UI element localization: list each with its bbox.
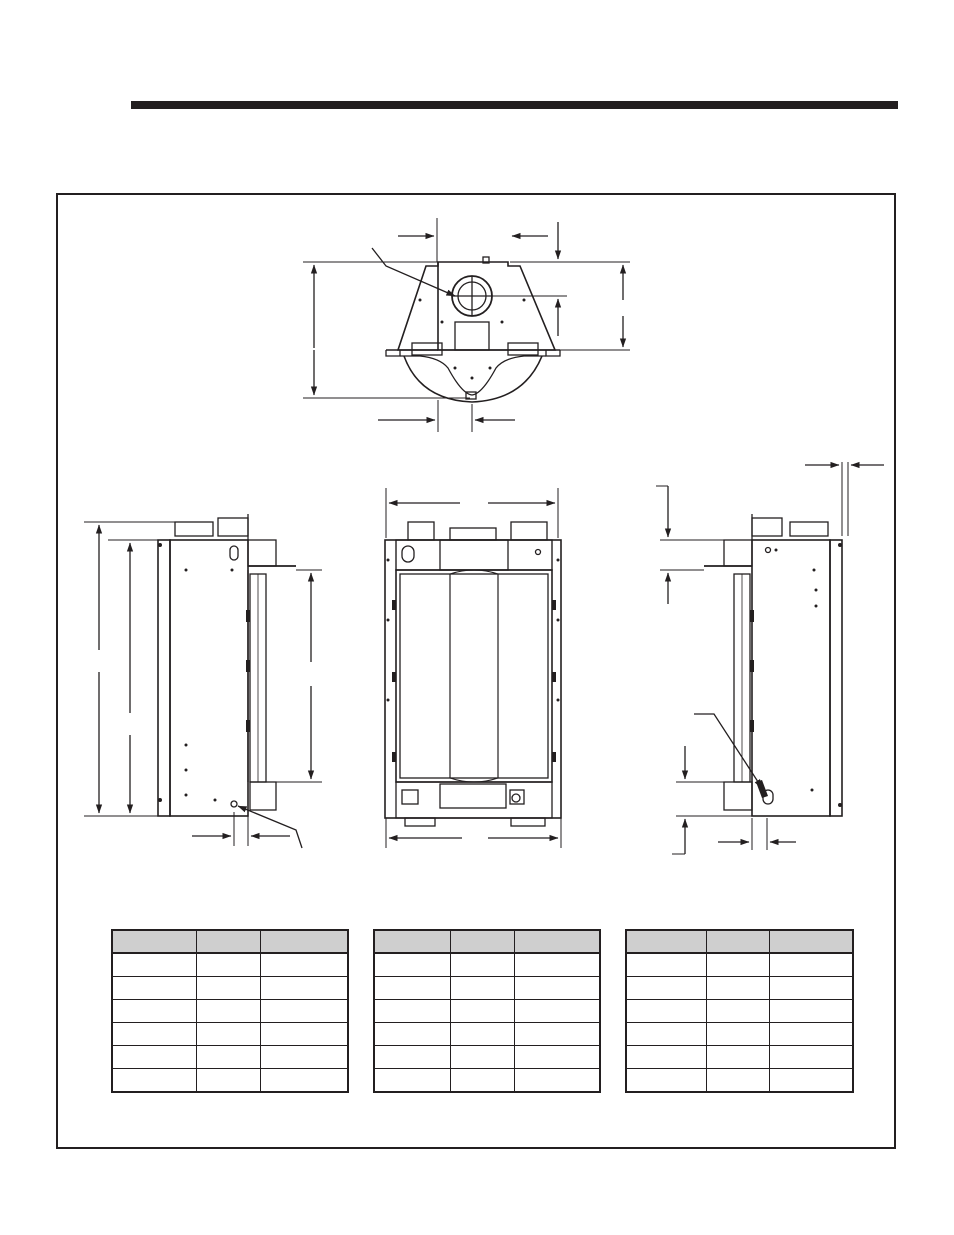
table-cell	[260, 1023, 348, 1046]
table-cell	[260, 977, 348, 1000]
table-cell	[450, 1023, 514, 1046]
front-view	[385, 488, 561, 848]
table-row	[112, 977, 348, 1000]
left-side-view	[84, 514, 322, 848]
table-row	[112, 1000, 348, 1023]
table-cell	[626, 1023, 706, 1046]
table-row	[374, 953, 600, 977]
table-cell	[514, 1046, 600, 1069]
table-cell	[374, 1023, 450, 1046]
table-cell	[450, 1046, 514, 1069]
table-cell	[196, 1000, 260, 1023]
spec-table-3	[625, 929, 854, 1093]
table-cell	[196, 1046, 260, 1069]
table-header-cell	[769, 930, 853, 953]
table-cell	[112, 1000, 196, 1023]
table-cell	[196, 953, 260, 977]
table-cell	[769, 977, 853, 1000]
table-row	[626, 1069, 853, 1093]
table-row	[374, 977, 600, 1000]
table-cell	[374, 1046, 450, 1069]
table-cell	[514, 953, 600, 977]
table-header-cell	[450, 930, 514, 953]
table-row	[626, 1023, 853, 1046]
table-cell	[706, 1046, 769, 1069]
table-row	[374, 1000, 600, 1023]
table-cell	[514, 1023, 600, 1046]
spec-table-1	[111, 929, 349, 1093]
table-header-cell	[112, 930, 196, 953]
table-cell	[706, 953, 769, 977]
table-row	[112, 1069, 348, 1093]
table-header-cell	[706, 930, 769, 953]
table-cell	[260, 1069, 348, 1093]
table-cell	[374, 1000, 450, 1023]
table-header-cell	[196, 930, 260, 953]
table-row	[626, 1046, 853, 1069]
table-cell	[112, 1023, 196, 1046]
table-cell	[769, 1069, 853, 1093]
table-header-cell	[626, 930, 706, 953]
table-row	[374, 1023, 600, 1046]
table-cell	[514, 977, 600, 1000]
table-cell	[626, 977, 706, 1000]
table-cell	[450, 953, 514, 977]
table-header-row	[112, 930, 348, 953]
table-cell	[374, 977, 450, 1000]
table-cell	[706, 977, 769, 1000]
table-cell	[450, 977, 514, 1000]
right-side-view	[656, 462, 884, 854]
table-header-cell	[514, 930, 600, 953]
table-cell	[626, 1069, 706, 1093]
table-cell	[196, 1069, 260, 1093]
table-row	[112, 953, 348, 977]
table-cell	[626, 1046, 706, 1069]
table-row	[626, 977, 853, 1000]
table-cell	[769, 1023, 853, 1046]
table-cell	[769, 1000, 853, 1023]
table-cell	[706, 1023, 769, 1046]
table-cell	[514, 1069, 600, 1093]
table-row	[374, 1069, 600, 1093]
table-cell	[112, 953, 196, 977]
table-cell	[706, 1000, 769, 1023]
table-header-cell	[374, 930, 450, 953]
table-cell	[626, 953, 706, 977]
top-view	[303, 218, 630, 432]
table-cell	[260, 1046, 348, 1069]
table-row	[112, 1046, 348, 1069]
table-cell	[769, 1046, 853, 1069]
spec-table-2	[373, 929, 601, 1093]
table-cell	[260, 953, 348, 977]
table-cell	[769, 953, 853, 977]
table-row	[374, 1046, 600, 1069]
table-header-row	[374, 930, 600, 953]
table-cell	[450, 1069, 514, 1093]
table-cell	[374, 953, 450, 977]
table-cell	[196, 1023, 260, 1046]
table-cell	[626, 1000, 706, 1023]
table-cell	[260, 1000, 348, 1023]
table-cell	[112, 1069, 196, 1093]
table-cell	[196, 977, 260, 1000]
table-cell	[706, 1069, 769, 1093]
table-cell	[374, 1069, 450, 1093]
table-header-cell	[260, 930, 348, 953]
table-cell	[514, 1000, 600, 1023]
table-cell	[112, 1046, 196, 1069]
table-row	[112, 1023, 348, 1046]
table-cell	[112, 977, 196, 1000]
table-row	[626, 1000, 853, 1023]
table-header-row	[626, 930, 853, 953]
table-row	[626, 953, 853, 977]
table-cell	[450, 1000, 514, 1023]
